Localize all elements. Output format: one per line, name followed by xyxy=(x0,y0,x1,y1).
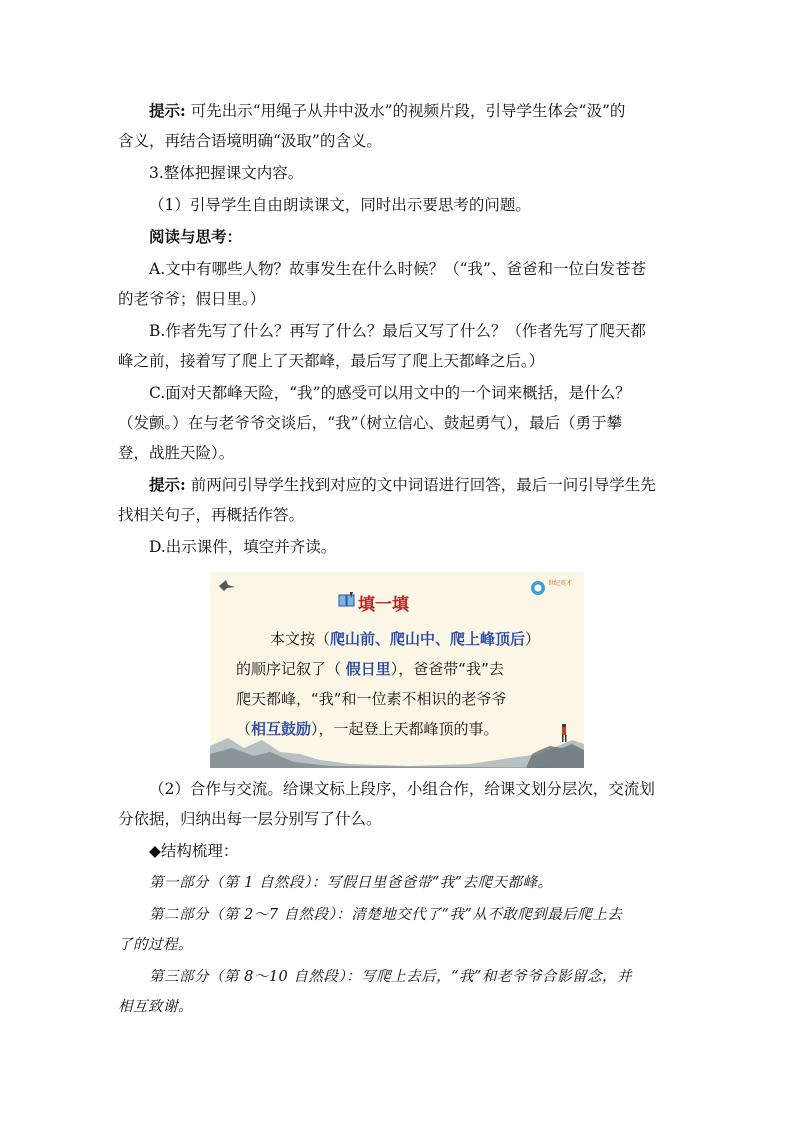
climber-figure xyxy=(562,724,567,742)
reading-heading: 阅读与思考： xyxy=(149,227,243,246)
question-d: D.出示课件，填空并齐读。 xyxy=(149,538,337,556)
logo-text: 世纪英才 xyxy=(547,580,572,587)
hint-text: 可先出示“用绳子从井中汲水”的视频片段，引导学生体会“汲”的 xyxy=(190,102,626,120)
structure-part-3-line2: 相互致谢。 xyxy=(118,999,193,1015)
hint-paragraph-2-cont: 找相关句子，再概括作答。 xyxy=(118,506,305,524)
question-b-line2: 峰之前，接着写了爬上了天都峰，最后写了爬上天都峰之后。） xyxy=(118,352,545,370)
hint-paragraph-2: 提示: 前两问引导学生找到对应的文中词语进行回答，最后一问引导学生先 xyxy=(149,475,656,494)
book-icon xyxy=(338,592,356,608)
structure-part-1: 第一部分（第 1 自然段）：写假日里爸爸带“我”去爬天都峰。 xyxy=(149,875,553,891)
hint-label-2: 提示 xyxy=(149,475,181,494)
answer-action: 相互鼓励 xyxy=(251,720,312,738)
section-heading: 3.整体把握课文内容。 xyxy=(149,164,304,182)
answer-order: 爬山前、爬山中、爬上峰顶后 xyxy=(330,630,526,648)
structure-part-3-line1: 第三部分（第 8～10 自然段）：写爬上去后，“我”和老爷爷合影留念，并 xyxy=(149,969,632,985)
structure-heading: ◆结构梳理： xyxy=(149,842,239,860)
slide-line-1: 本文按（爬山前、爬山中、爬上峰顶后） xyxy=(270,630,541,648)
hint-text-2: 前两问引导学生找到对应的文中词语进行回答，最后一问引导学生先 xyxy=(190,476,656,494)
question-c-line2: （发颤。）在与老爷爷交谈后，“我”（树立信心、鼓起勇气），最后（勇于攀 xyxy=(118,414,623,432)
cooperation-line2: 分依据，归纳出每一层分别写了什么。 xyxy=(118,810,382,828)
question-b-line1: B.作者先写了什么？再写了什么？最后又写了什么？（作者先写了爬天都 xyxy=(149,322,646,340)
question-a-line1: A.文中有哪些人物？故事发生在什么时候？（“我”、爸爸和一位白发苍苍 xyxy=(149,260,646,278)
hint-label: 提示 xyxy=(149,101,181,120)
structure-part-2-line2: 了的过程。 xyxy=(118,937,193,953)
hint-paragraph-1: 提示: 可先出示“用绳子从井中汲水”的视频片段，引导学生体会“汲”的 xyxy=(149,101,626,120)
answer-time: 假日里 xyxy=(345,660,391,678)
question-c-line3: 登，战胜天险）。 xyxy=(118,444,235,462)
instruction-paragraph: （1）引导学生自由朗读课文，同时出示要思考的问题。 xyxy=(149,196,531,214)
hint-paragraph-1-cont: 含义，再结合语境明确“汲取”的含义。 xyxy=(118,132,382,150)
structure-part-2-line1: 第二部分（第 2～7 自然段）：清楚地交代了“我”从不敢爬到最后爬上去 xyxy=(149,907,623,923)
slide-line-2: 的顺序记叙了（ 假日里），爸爸带“我”去 xyxy=(236,660,504,678)
slide-line-4: （相互鼓励），一起登上天都峰顶的事。 xyxy=(236,720,499,738)
cooperation-line1: （2）合作与交流。给课文标上段序，小组合作，给课文划分层次，交流划 xyxy=(149,780,655,798)
slide-title: 填一填 xyxy=(358,595,409,615)
mountain-decoration xyxy=(210,724,584,768)
question-a-line2: 的老爷爷；假日里。） xyxy=(118,290,266,308)
courseware-slide xyxy=(210,572,584,768)
question-c-line1: C.面对天都峰天险，“我”的感受可以用文中的一个词来概括，是什么？ xyxy=(149,384,631,402)
bird-icon xyxy=(218,578,236,592)
slide-line-3: 爬天都峰，“我”和一位素不相识的老爷爷 xyxy=(236,690,507,708)
